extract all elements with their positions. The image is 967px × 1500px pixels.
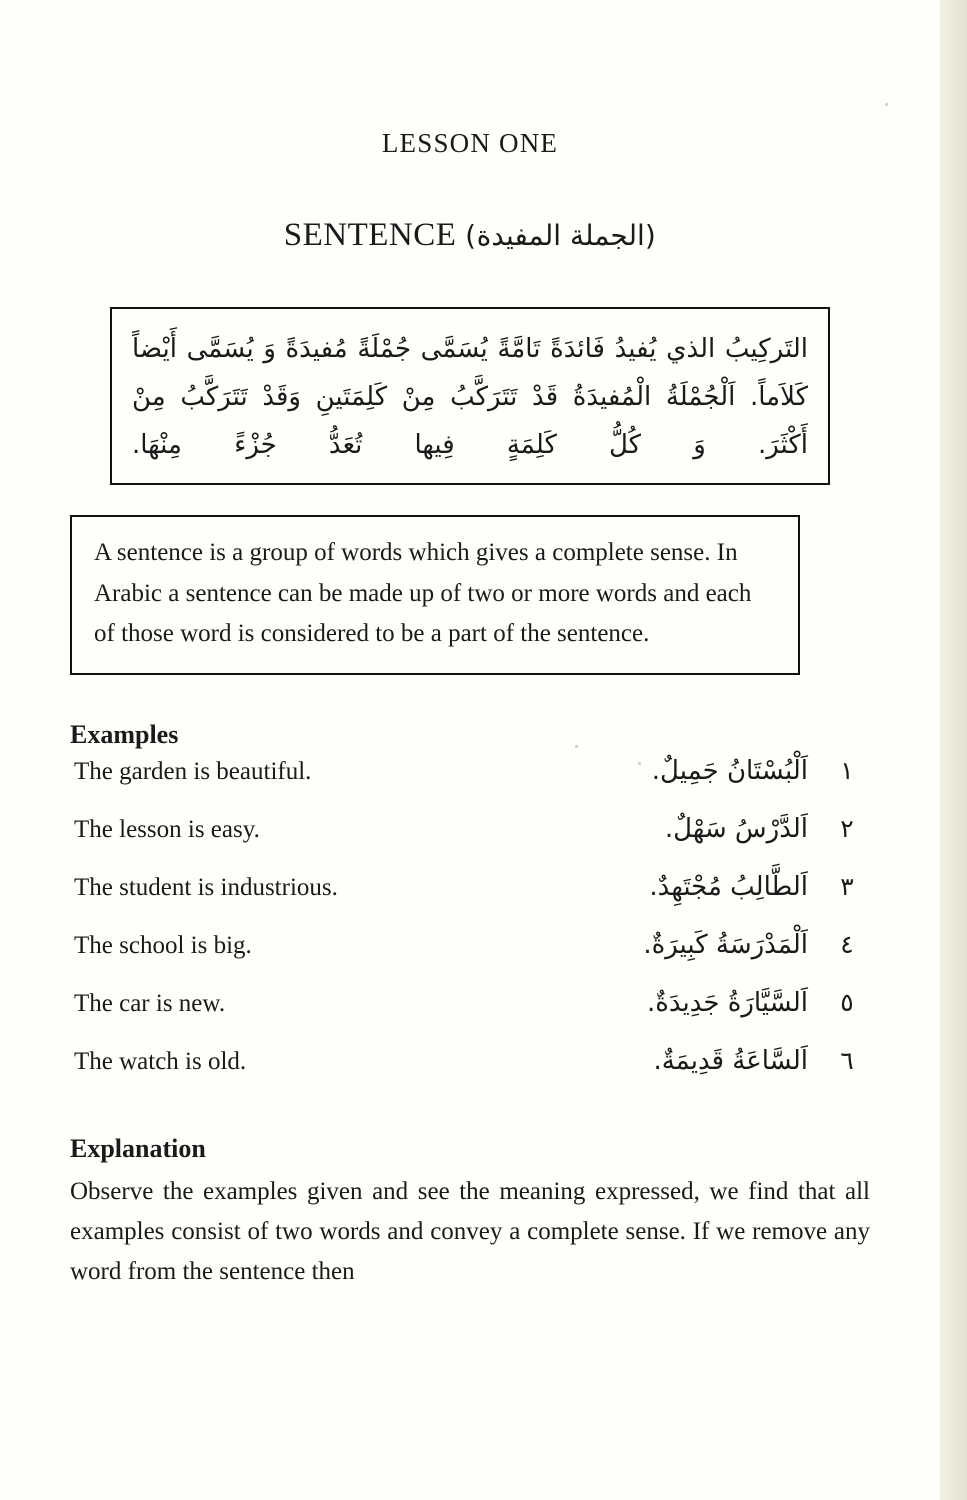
page-title [70, 217, 870, 254]
example-number: ٦ [840, 1045, 854, 1075]
list-item [70, 814, 870, 856]
list-item [70, 872, 870, 914]
example-arabic-group [665, 814, 870, 844]
list-item [70, 756, 870, 798]
example-number: ٣ [840, 871, 854, 901]
arabic-rule-box [110, 307, 830, 485]
example-english: The school is big. [74, 931, 252, 959]
heading-arabic-text: (الجملة المفيدة) [465, 219, 657, 252]
explanation-text: Observe the examples given and see the meaning expressed, we find that all examples consist of two words and convey a complete sense. If we remove any word from the sentence then [70, 1177, 870, 1285]
example-english: The garden is beautiful. [74, 757, 312, 785]
example-english: The lesson is easy. [74, 815, 260, 843]
list-item [70, 1046, 870, 1088]
example-number: ٢ [840, 813, 854, 843]
example-arabic-group [653, 1046, 870, 1076]
lesson-title: LESSON ONE [381, 128, 559, 158]
explanation-heading: Explanation [70, 1133, 206, 1163]
arabic-rule-text: التَركِيبُ الذي يُفيدُ فَائدَةً تَامَّةً يُسَمَّى جُمْلَةً مُفيدَةً وَ يُسَمَّى أَيْضاً كَلاَماً. اَلْجُمْلَةُ الْمُفيدَةُ قَدْ تَتَرَكَّبُ مِنْ كَلِمَتَينِ وَقَدْ تَتَرَكَّبُ مِنْ أَكْثَرَ. وَ كُلُّ كَلِمَةٍ فِيها تُعَدُّ جُزْءً مِنْهَا. [132, 334, 808, 461]
example-arabic-group [647, 988, 870, 1018]
english-rule-text: A sentence is a group of words which gives a complete sense. In Arabic a sentence can be made up of two or more words and each of those word is considered to be a part of the sentence. [94, 539, 752, 648]
heading-english-text: SENTENCE [283, 217, 457, 253]
example-number: ١ [840, 755, 854, 785]
page-content [70, 0, 870, 1500]
example-arabic-group [643, 930, 870, 960]
example-number: ٥ [840, 987, 854, 1017]
paper-speck [638, 762, 641, 765]
example-arabic: اَلطَّالِبُ مُجْتَهِدٌ. [649, 871, 808, 902]
example-number: ٤ [840, 929, 854, 959]
example-english: The watch is old. [74, 1047, 247, 1075]
list-item [70, 930, 870, 972]
paper-speck [575, 745, 578, 748]
example-english: The student is industrious. [74, 873, 338, 901]
list-item [70, 988, 870, 1030]
examples-list [70, 756, 870, 1088]
example-arabic: اَلسَّاعَةُ قَدِيمَةٌ. [653, 1045, 808, 1076]
example-arabic: اَلْمَدْرَسَةُ كَبِيرَةٌ. [643, 929, 808, 960]
example-arabic: اَلْبُسْتَانُ جَمِيلٌ. [651, 755, 808, 786]
example-arabic: اَلدَّرْسُ سَهْلٌ. [664, 813, 808, 844]
example-arabic: اَلسَّيَّارَةُ جَدِيدَةٌ. [646, 987, 808, 1018]
example-arabic-group [649, 872, 870, 902]
page-edge [940, 0, 967, 1500]
example-english: The car is new. [74, 989, 226, 1017]
paper-speck [885, 103, 888, 106]
example-arabic-group [652, 756, 870, 786]
english-rule-box [70, 515, 800, 675]
examples-heading: Examples [70, 719, 179, 749]
